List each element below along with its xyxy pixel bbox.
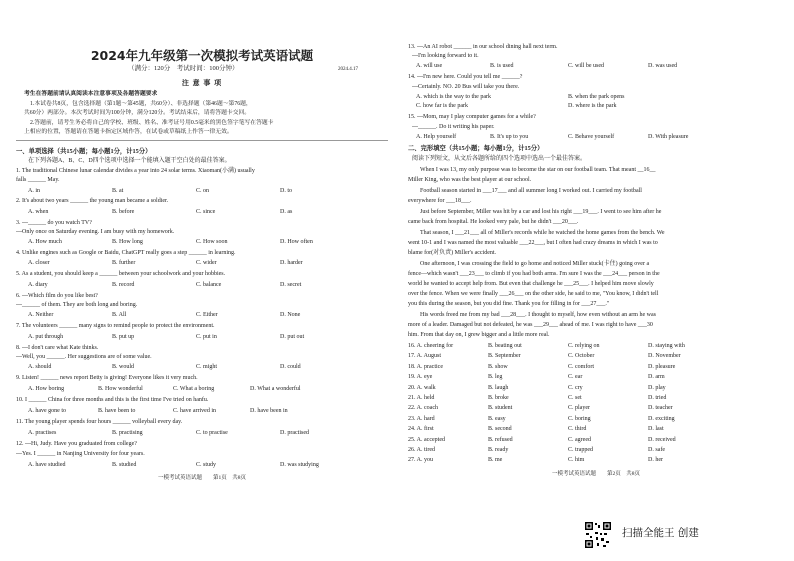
- option[interactable]: B. It's up to you: [490, 134, 529, 140]
- option[interactable]: C. wider: [196, 260, 217, 266]
- option[interactable]: A. practises: [28, 430, 57, 436]
- option[interactable]: B. would: [112, 364, 135, 370]
- question-11-options: [28, 430, 400, 438]
- passage-line: When I was 13, my only purpose was to become the star on our football team. That meant __16__: [420, 167, 656, 173]
- option[interactable]: C. to practise: [196, 430, 228, 436]
- question-15: 15. ---Mom, may I play computer games for a while?: [408, 114, 536, 120]
- option[interactable]: B. student: [488, 405, 513, 412]
- notice-2a: 2.答题前，请考生务必将自己的学校、班级、姓名、准考证号用0.5毫米的黑色签字笔写在答题卡: [30, 120, 274, 126]
- question-14-options-row1: [416, 94, 792, 102]
- option[interactable]: B. ready: [488, 447, 509, 453]
- cloze-option-row: [408, 343, 784, 351]
- cloze-option-row: [408, 416, 784, 424]
- question-6: 6. ---Which film do you like best?: [16, 293, 98, 299]
- option[interactable]: D. was used: [648, 63, 678, 69]
- question-9-options: [28, 386, 400, 394]
- option[interactable]: C. agreed: [568, 436, 591, 443]
- option[interactable]: B. broke: [488, 395, 509, 401]
- option[interactable]: D. tried: [648, 395, 667, 401]
- option[interactable]: C. What a boring: [173, 386, 215, 392]
- option[interactable]: C. Behave yourself: [568, 134, 615, 140]
- question-15-options: [416, 134, 792, 142]
- option[interactable]: C. trapped: [568, 447, 593, 453]
- passage-line: more of a leader. Damaged but not defeated, he was ___29___ ahead of me. I was right to have ___30: [408, 322, 653, 328]
- option[interactable]: D. With pleasure: [648, 134, 689, 140]
- option[interactable]: B. record: [112, 282, 135, 288]
- section1-heading: 一、单项选择（共15小题；每小题1分，计15分）: [16, 148, 152, 155]
- cloze-option-row: [408, 395, 784, 403]
- question-3-options: [28, 239, 400, 247]
- option[interactable]: 19. A. eye: [408, 374, 433, 381]
- notice-lead: 考生在答题前请认真阅读本注意事项及各题答题要求: [24, 91, 158, 97]
- option[interactable]: B. All: [112, 312, 127, 318]
- question-3: 3. ---______ do you watch TV?: [16, 220, 92, 226]
- option[interactable]: 24. A. first: [408, 426, 434, 433]
- passage-line: went 10-1 and I was named the most valuable ___22___, but I often had crazy dreams in which I was to: [408, 240, 658, 246]
- option[interactable]: C. Either: [196, 312, 218, 318]
- option[interactable]: B. have been to: [98, 408, 136, 414]
- option[interactable]: D. where is the park: [568, 103, 617, 109]
- notice-1a: 1.本试卷共8页，包含选择题（第1题～第45题，共60分）、非选择题（第46题～第76题，: [30, 101, 252, 107]
- question-7: 7. The volunteers ______ many signs to remind people to protect the environment.: [16, 323, 215, 329]
- question-14-options-row2: [416, 103, 792, 111]
- option[interactable]: B. further: [112, 260, 136, 266]
- option[interactable]: A. in: [28, 188, 40, 194]
- option[interactable]: C. cry: [568, 384, 583, 391]
- divider: [16, 140, 388, 141]
- exam-title: 2024年九年级第一次模拟考试英语试题: [90, 48, 314, 63]
- passage-line: over the fence. When we were finally ___26___ on the other side, he said to me, "You know, I didn't tell: [408, 291, 659, 297]
- option[interactable]: B. put up: [112, 334, 135, 340]
- option[interactable]: 26. A. tired: [408, 447, 435, 453]
- question-4: 4. Unlike engines such as Google or Baidu, ChatGPT really goes a step ______ in learning.: [16, 250, 236, 256]
- option[interactable]: D. safe: [648, 447, 665, 453]
- passage-line: fence—which wasn't ___23___ to climb if you had both arms. I'm sure I was the ___24___ person in the: [408, 271, 660, 277]
- option[interactable]: A. should: [28, 364, 52, 370]
- option[interactable]: C. October: [568, 353, 595, 360]
- option[interactable]: A. How much: [28, 239, 62, 245]
- option[interactable]: A. closer: [28, 260, 50, 266]
- question-15-line2: ---______. Do it writing his paper.: [412, 124, 495, 130]
- section2-instructions: 阅读下列短文，从文后各题所给的四个选项中选出一个最佳答案。: [412, 156, 587, 162]
- passage-line: world he wanted to accept help from. But even that challenge he ___25___. I helped him move slowly: [408, 281, 654, 287]
- passage-line: blame for(对负责) Miller's accident.: [408, 250, 497, 256]
- passage-line: That season, I ___21___ all of Miller's records while he watched the home games from the bench. We: [420, 230, 665, 236]
- passage-line: Just before September, Miller was hit by a car and lost his right ___19___. I went to see him after he: [420, 209, 662, 215]
- exam-date: 2024.4.17: [338, 67, 358, 72]
- option[interactable]: 22. A. coach: [408, 405, 438, 412]
- passage-line: came back from hospital. He looked very pale, but he didn't ___20___.: [408, 219, 579, 225]
- option[interactable]: D. exciting: [648, 415, 675, 422]
- option[interactable]: B. How wonderful: [98, 386, 143, 392]
- question-14-line2: ---Certainly. NO. 20 Bus will take you there.: [412, 84, 520, 90]
- option[interactable]: D. to: [280, 188, 292, 194]
- option[interactable]: D. pleasure: [648, 363, 676, 370]
- option[interactable]: D. as: [280, 209, 293, 215]
- passage-line: him. From that day on, I grew bigger and a little more real.: [408, 332, 550, 338]
- option[interactable]: D. secret: [280, 282, 302, 288]
- option[interactable]: D. teacher: [648, 405, 673, 412]
- question-12-line2: ---Yes. I ______ in Nanjing University for four years.: [16, 451, 145, 457]
- cloze-option-row: [408, 405, 784, 413]
- question-9: 9. Listen! ______ news report Betty is giving! Everyone likes it very much.: [16, 375, 198, 381]
- question-1: 1. The traditional Chinese lunar calendar divides a year into 24 solar terms. Xiaoman(小满) usually: [16, 168, 255, 174]
- option[interactable]: C. ear: [568, 374, 583, 381]
- option[interactable]: D. How often: [280, 239, 313, 245]
- cloze-option-row: [408, 374, 784, 382]
- question-6-line2: ---______ of them. They are both long and boring.: [16, 302, 138, 308]
- page-footer: 一模考试英语试题 第1页 共8页: [157, 475, 246, 481]
- passage-line: Miller King, who was the best player at our school.: [408, 177, 532, 183]
- cloze-option-row: [408, 437, 784, 445]
- question-8-line2: ---Well, you ______. Her suggestions are of some value.: [16, 354, 152, 360]
- option[interactable]: B. practising: [112, 430, 143, 436]
- option[interactable]: B. show: [488, 363, 508, 370]
- option[interactable]: C. put in: [196, 334, 217, 340]
- question-13-options: [416, 63, 792, 71]
- option[interactable]: B. leg: [488, 374, 503, 381]
- score-line: （满分：120分 考试时间：100分钟）: [128, 65, 239, 72]
- qr-code-icon: [584, 521, 612, 549]
- cloze-option-row: [408, 385, 784, 393]
- option[interactable]: D. last: [648, 426, 664, 433]
- option[interactable]: C. How soon: [196, 239, 228, 245]
- option[interactable]: 18. A. practice: [408, 363, 443, 370]
- passage-line: you this during the season, but you did fine. Thank you for filling in for ___27___.": [408, 301, 610, 307]
- option[interactable]: D. was studying: [280, 462, 319, 468]
- question-2-options: [28, 209, 400, 217]
- scanner-brand: 扫描全能王 创建: [622, 527, 699, 539]
- option[interactable]: C. how far is the park: [416, 103, 468, 109]
- option[interactable]: D. practised: [280, 430, 309, 436]
- passage-line: His words freed me from my bad ___28___. I thought to myself, how even without an arm he was: [420, 312, 656, 318]
- option[interactable]: B. laugh: [488, 384, 509, 391]
- question-5: 5. As a student, you should keep a ______ between your schoolwork and your hobbies.: [16, 271, 226, 277]
- option[interactable]: C. have arrived in: [173, 408, 216, 414]
- option[interactable]: D. None: [280, 312, 301, 318]
- option[interactable]: 21. A. held: [408, 395, 435, 401]
- question-12: 12. ---Hi, Judy. Have you graduated from college?: [16, 441, 137, 447]
- option[interactable]: B. second: [488, 426, 512, 433]
- option[interactable]: 27. A. you: [408, 457, 434, 464]
- option[interactable]: A. put through: [28, 334, 64, 340]
- option[interactable]: D. harder: [280, 260, 303, 266]
- cloze-option-row: [408, 353, 784, 361]
- question-12-options: [28, 462, 400, 470]
- cloze-option-row: [408, 426, 784, 434]
- option[interactable]: 23. A. hard: [408, 415, 435, 422]
- option[interactable]: C. him: [568, 457, 585, 464]
- option[interactable]: C. study: [196, 462, 217, 468]
- question-13: 13. ---An AI robot ______ in our school dining hall next term.: [408, 44, 558, 50]
- passage-line: One afternoon, I was crossing the field to go home and noticed Miller stuck(卡住) going over a: [420, 261, 650, 267]
- option[interactable]: C. might: [196, 364, 218, 370]
- question-6-options: [28, 312, 400, 320]
- question-8: 8. ---I don't care what Kate thinks.: [16, 345, 99, 351]
- option[interactable]: D. play: [648, 384, 666, 391]
- option[interactable]: C. relying on: [568, 343, 600, 349]
- option[interactable]: A. which is the way to the park: [416, 94, 491, 100]
- section1-instructions: 在下列各题A、B、C、D四个选项中选择一个能填入题干空白处的最佳答案。: [28, 158, 231, 164]
- question-1-options: [28, 188, 400, 196]
- option[interactable]: 16. A. cheering for: [408, 343, 454, 349]
- option[interactable]: D. staying with: [648, 343, 685, 349]
- notice-title: 注 意 事 项: [181, 79, 223, 87]
- option[interactable]: D. have been in: [250, 408, 288, 414]
- page-footer: 一模考试英语试题 第2页 共8页: [551, 471, 640, 477]
- option[interactable]: B. at: [112, 188, 124, 194]
- cloze-option-row: [408, 447, 784, 455]
- option[interactable]: C. set: [568, 395, 582, 401]
- option[interactable]: C. balance: [196, 282, 222, 288]
- option[interactable]: B. is used: [490, 63, 514, 69]
- option[interactable]: D. put out: [280, 334, 305, 340]
- cloze-option-row: [408, 457, 784, 465]
- option[interactable]: B. easy: [488, 415, 506, 422]
- option[interactable]: B. studied: [112, 462, 137, 468]
- option[interactable]: D. arm: [648, 374, 665, 381]
- question-10-options: [28, 408, 400, 416]
- question-4-options: [28, 260, 400, 268]
- section2-heading: 二、完形填空（共15小题；每小题1分，计15分）: [408, 145, 544, 152]
- option[interactable]: C. comfort: [568, 363, 594, 370]
- option[interactable]: C. boring: [568, 415, 591, 422]
- option[interactable]: 20. A. walk: [408, 384, 436, 391]
- notice-1b: 共60分）两部分。本次考试时间为100分钟，满分120分。考试结束后，请将答题卡交回。: [24, 110, 251, 116]
- option[interactable]: D. her: [648, 457, 663, 464]
- passage-line: Football season started in ___17___ and all summer long I worked out. I carried my football: [420, 188, 642, 194]
- question-8-options: [28, 364, 400, 372]
- option[interactable]: D. received: [648, 436, 676, 443]
- question-11: 11. The young player spends four hours ______ volleyball every day.: [16, 419, 183, 425]
- option[interactable]: D. What a wonderful: [250, 386, 301, 392]
- right-page: [408, 36, 784, 528]
- option[interactable]: C. player: [568, 405, 590, 412]
- option[interactable]: B. before: [112, 209, 135, 215]
- option[interactable]: 25. A. accepted: [408, 436, 445, 443]
- option[interactable]: C. third: [568, 426, 587, 433]
- option[interactable]: A. have studied: [28, 462, 66, 468]
- option[interactable]: D. November: [648, 353, 681, 360]
- option[interactable]: C. since: [196, 209, 216, 215]
- option[interactable]: A. How boring: [28, 386, 65, 392]
- left-page: [16, 36, 388, 528]
- question-7-options: [28, 334, 400, 342]
- question-14: 14. ---I'm new here. Could you tell me ______?: [408, 74, 523, 80]
- option[interactable]: A. Help yourself: [416, 134, 457, 140]
- option[interactable]: A. Neither: [28, 312, 54, 318]
- question-3-line2: ---Only once on Saturday evening. I am busy with my homework.: [16, 229, 175, 235]
- option[interactable]: B. when the park opens: [568, 94, 625, 100]
- question-5-options: [28, 282, 400, 290]
- question-1-line2: falls ______ May.: [16, 177, 60, 183]
- cloze-option-row: [408, 364, 784, 372]
- option[interactable]: B. beating out: [488, 343, 522, 349]
- question-13-line2: ---I'm looking forward to it.: [412, 53, 479, 59]
- option[interactable]: A. when: [28, 209, 49, 215]
- option[interactable]: C. on: [196, 188, 210, 194]
- option[interactable]: B. How long: [112, 239, 143, 245]
- question-10: 10. I ______ China for three months and this is the first time I've tried on hanfu.: [16, 397, 209, 403]
- notice-2b: 上相应的位置，答题请在答题卡指定区域作答，在试卷或草稿纸上作答一律无效。: [24, 129, 233, 135]
- option[interactable]: C. will be used: [568, 63, 604, 69]
- option[interactable]: D. could: [280, 364, 301, 370]
- option[interactable]: A. diary: [28, 282, 48, 288]
- option[interactable]: B. refused: [488, 436, 513, 443]
- option[interactable]: 17. A. August: [408, 353, 442, 360]
- option[interactable]: B. me: [488, 457, 503, 464]
- option[interactable]: A. have gone to: [28, 408, 66, 414]
- option[interactable]: B. September: [488, 353, 521, 360]
- option[interactable]: A. will use: [416, 63, 443, 69]
- passage-line: everywhere for ___18___.: [408, 198, 472, 204]
- question-2: 2. It's about two years ______ the young man became a soldier.: [16, 198, 169, 204]
